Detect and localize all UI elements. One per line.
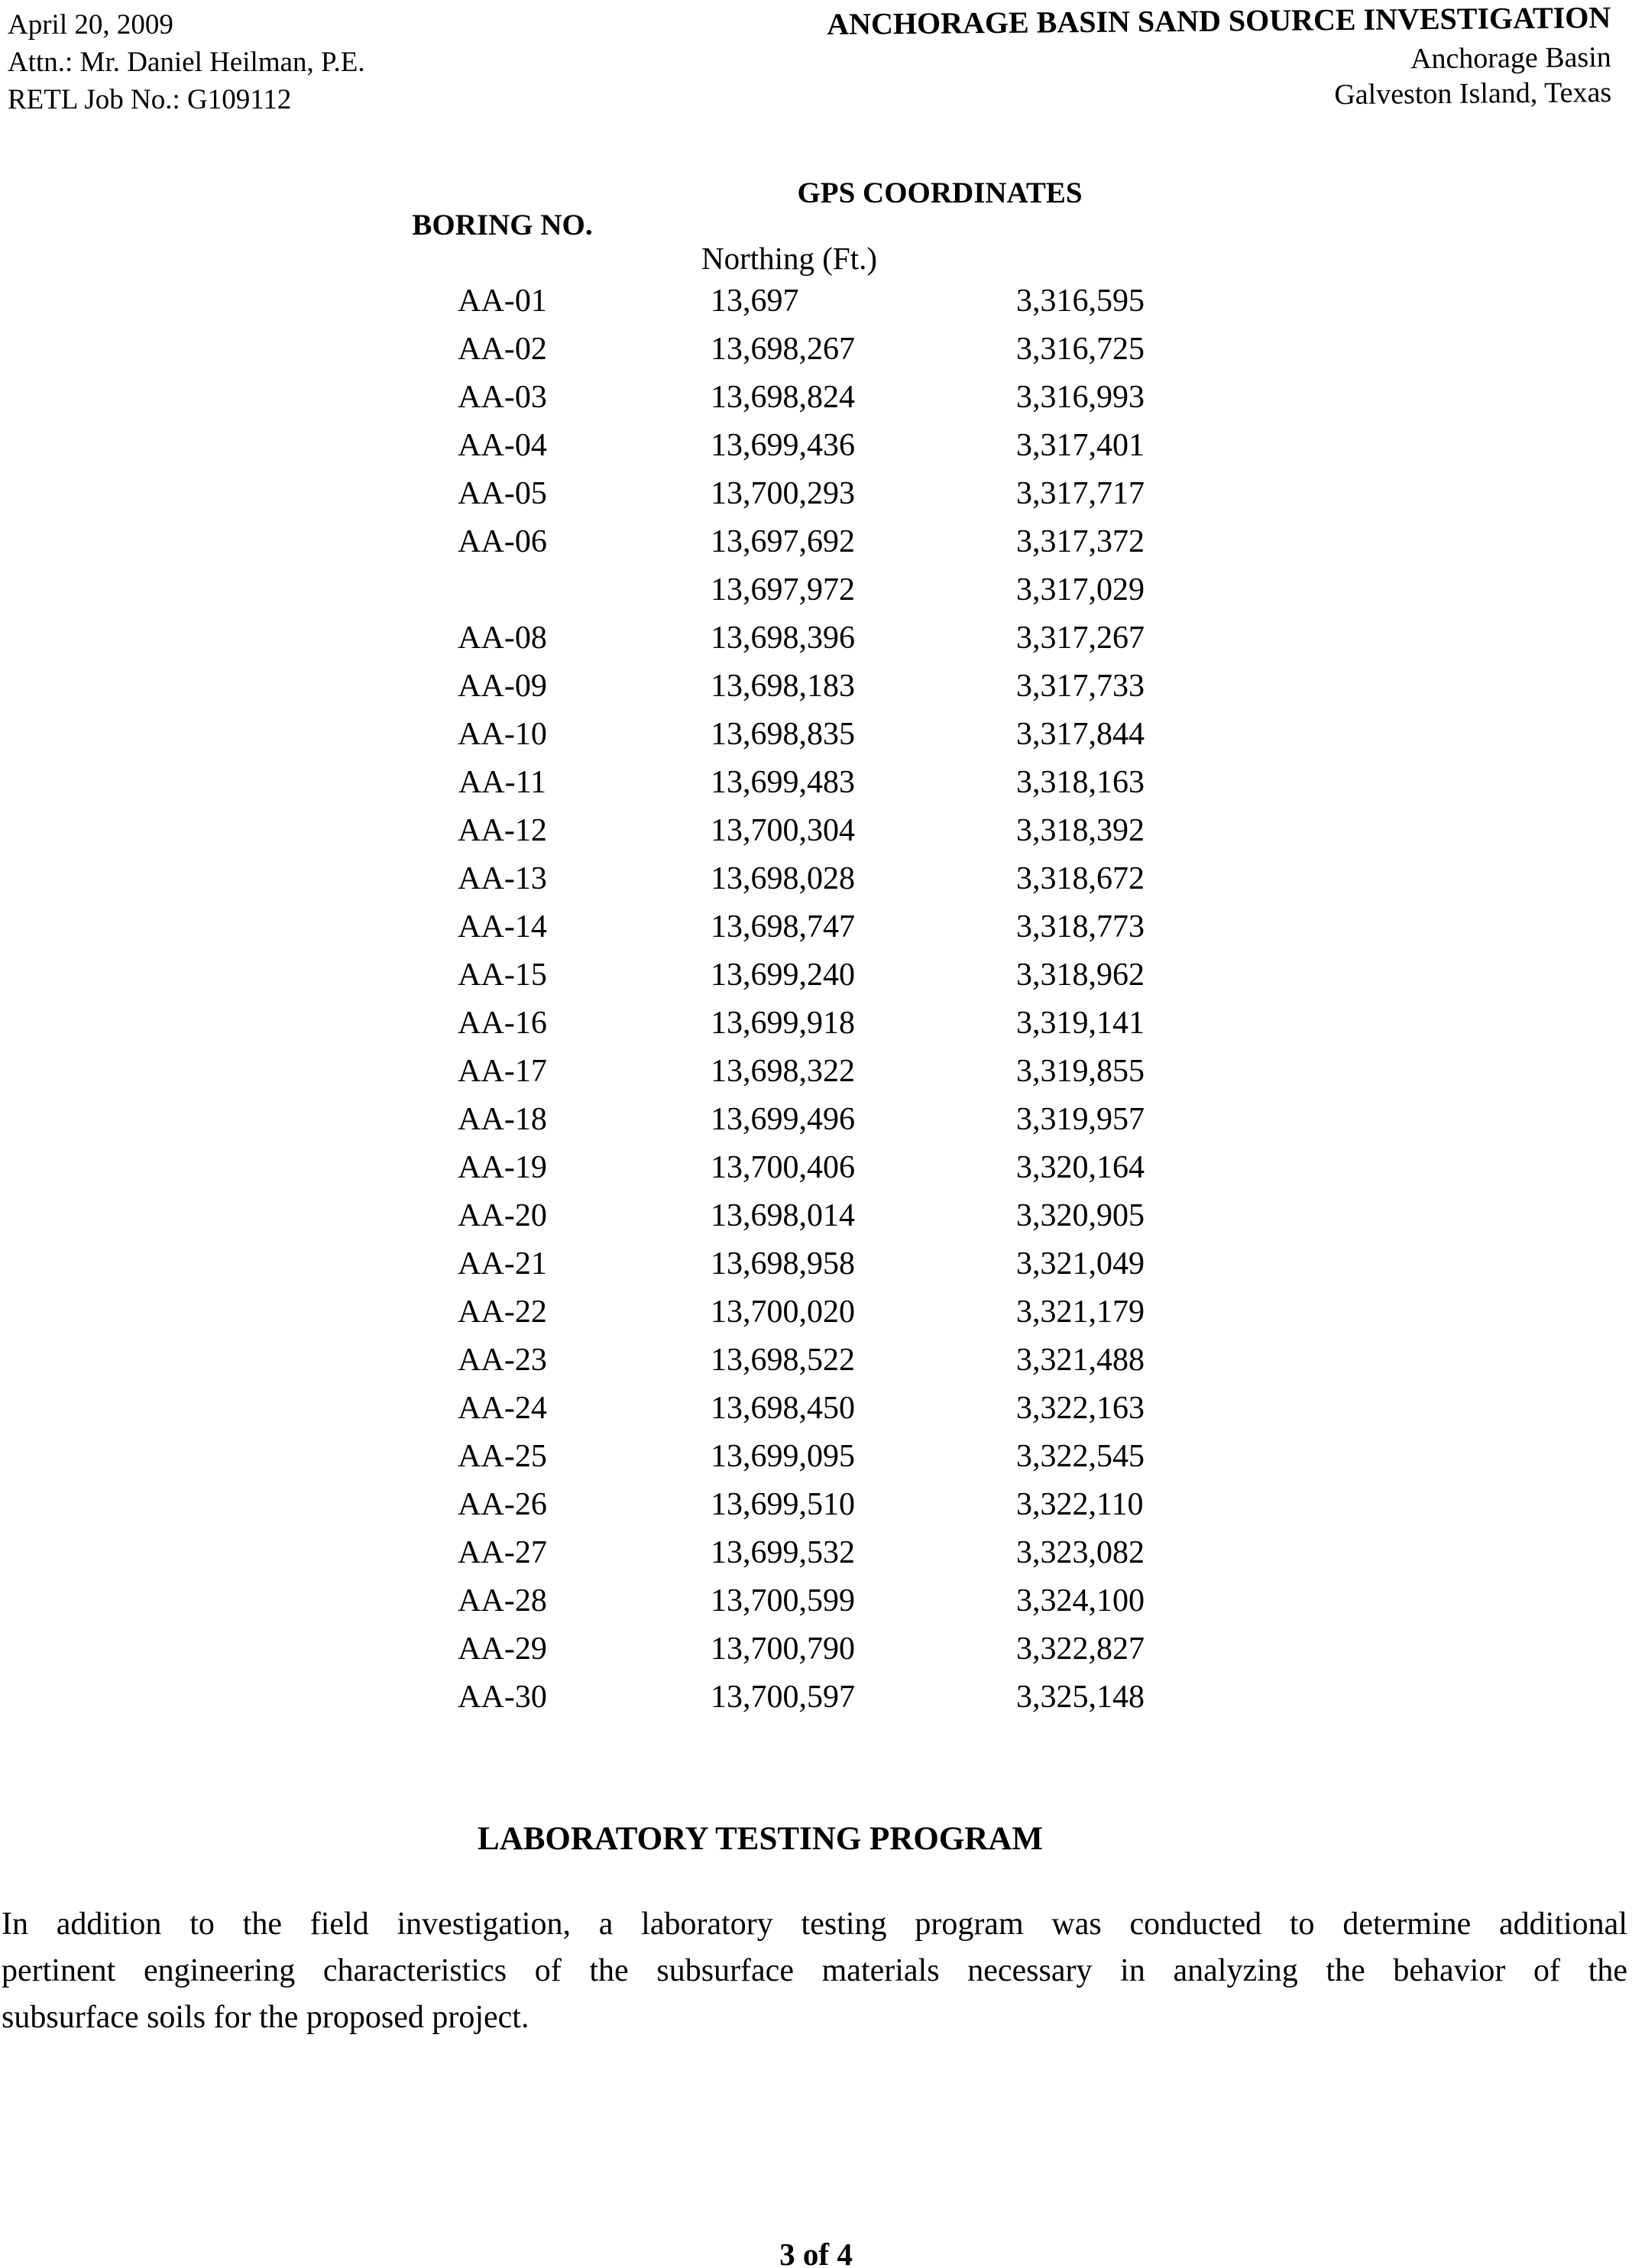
header-left xyxy=(8,6,365,118)
cell-boring-no: AA-13 xyxy=(458,861,547,896)
cell-northing: 13,700,293 xyxy=(711,476,855,511)
cell-easting: 3,325,148 xyxy=(1016,1680,1145,1715)
cell-easting: 3,323,082 xyxy=(1016,1535,1145,1570)
cell-northing: 13,698,322 xyxy=(711,1054,855,1089)
table-row xyxy=(0,1583,1632,1631)
cell-northing: 13,698,835 xyxy=(711,717,855,752)
page-footer: 3 of 4 xyxy=(779,2237,853,2268)
cell-boring-no: AA-30 xyxy=(458,1680,547,1715)
cell-easting: 3,322,110 xyxy=(1016,1487,1144,1522)
cell-boring-no: AA-25 xyxy=(458,1439,547,1474)
cell-northing: 13,698,450 xyxy=(711,1391,855,1426)
cell-boring-no: AA-06 xyxy=(458,524,547,559)
laboratory-testing-paragraph xyxy=(2,1901,1627,2041)
cell-easting: 3,318,773 xyxy=(1016,909,1145,944)
cell-boring-no: AA-27 xyxy=(458,1535,547,1570)
cell-boring-no: AA-02 xyxy=(458,332,547,367)
cell-easting: 3,316,595 xyxy=(1016,284,1145,319)
cell-easting: 3,317,401 xyxy=(1016,428,1145,463)
cell-boring-no: AA-29 xyxy=(458,1631,547,1667)
table-row xyxy=(0,1534,1632,1583)
report-subtitle-basin: Anchorage Basin xyxy=(1410,40,1611,76)
table-row xyxy=(0,572,1632,620)
cell-easting: 3,321,179 xyxy=(1016,1294,1145,1330)
northing-header: Northing (Ft.) xyxy=(701,241,878,276)
cell-easting: 3,319,855 xyxy=(1016,1054,1145,1089)
table-row xyxy=(0,1101,1632,1149)
table-row xyxy=(0,283,1632,331)
cell-northing: 13,698,028 xyxy=(711,861,855,896)
cell-northing: 13,699,483 xyxy=(711,765,855,800)
table-row xyxy=(0,909,1632,957)
table-row xyxy=(0,812,1632,860)
cell-northing: 13,699,918 xyxy=(711,1006,855,1041)
cell-northing: 13,699,436 xyxy=(711,428,855,463)
cell-easting: 3,317,267 xyxy=(1016,620,1145,656)
cell-boring-no: AA-28 xyxy=(458,1583,547,1618)
gps-coordinates-header: GPS COORDINATES xyxy=(797,177,1083,209)
cell-boring-no: AA-19 xyxy=(458,1150,547,1185)
cell-easting: 3,316,993 xyxy=(1016,380,1145,415)
table-row xyxy=(0,1631,1632,1679)
cell-northing: 13,698,183 xyxy=(711,669,855,704)
cell-northing: 13,699,240 xyxy=(711,957,855,993)
cell-boring-no: AA-05 xyxy=(458,476,547,511)
cell-easting: 3,317,372 xyxy=(1016,524,1145,559)
cell-easting: 3,318,672 xyxy=(1016,861,1145,896)
cell-northing: 13,698,267 xyxy=(711,332,855,367)
cell-northing: 13,698,522 xyxy=(711,1343,855,1378)
cell-boring-no: AA-10 xyxy=(458,717,547,752)
cell-northing: 13,700,304 xyxy=(711,813,855,848)
cell-northing: 13,700,020 xyxy=(711,1294,855,1330)
cell-northing: 13,700,790 xyxy=(711,1631,855,1667)
cell-boring-no: AA-12 xyxy=(458,813,547,848)
cell-northing: 13,697 xyxy=(711,284,799,319)
job-number-line: RETL Job No.: G109112 xyxy=(8,84,292,115)
cell-easting: 3,320,905 xyxy=(1016,1198,1145,1233)
boring-no-header: BORING NO. xyxy=(412,209,593,241)
date-line: April 20, 2009 xyxy=(8,9,173,40)
cell-boring-no: AA-11 xyxy=(458,765,547,800)
table-row xyxy=(0,475,1632,523)
report-subtitle-location: Galveston Island, Texas xyxy=(1334,76,1612,112)
cell-boring-no: AA-22 xyxy=(458,1294,547,1330)
table-row xyxy=(0,1053,1632,1101)
table-row xyxy=(0,1197,1632,1246)
cell-boring-no: AA-26 xyxy=(458,1487,547,1522)
cell-northing: 13,700,597 xyxy=(711,1680,855,1715)
table-row xyxy=(0,1294,1632,1342)
cell-easting: 3,318,962 xyxy=(1016,957,1145,993)
report-title: ANCHORAGE BASIN SAND SOURCE INVESTIGATION xyxy=(826,0,1611,41)
cell-boring-no: AA-15 xyxy=(458,957,547,993)
table-row xyxy=(0,764,1632,812)
coordinates-table xyxy=(0,283,1632,1727)
cell-northing: 13,697,972 xyxy=(711,572,855,608)
table-row xyxy=(0,1390,1632,1438)
cell-easting: 3,319,957 xyxy=(1016,1102,1145,1137)
cell-boring-no: AA-01 xyxy=(458,284,547,319)
paragraph-line: In addition to the field investigation, a laboratory testing program was conducted to determine additional xyxy=(2,1907,1627,1942)
cell-boring-no: AA-14 xyxy=(458,909,547,944)
cell-easting: 3,316,725 xyxy=(1016,332,1145,367)
table-row xyxy=(0,1149,1632,1197)
cell-northing: 13,697,692 xyxy=(711,524,855,559)
cell-northing: 13,700,599 xyxy=(711,1583,855,1618)
cell-boring-no: AA-04 xyxy=(458,428,547,463)
cell-boring-no: AA-03 xyxy=(458,380,547,415)
table-row xyxy=(0,331,1632,379)
paragraph-line: pertinent engineering characteristics of the subsurface materials necessary in analyzing the behavior of the xyxy=(2,1953,1627,1988)
cell-boring-no: AA-08 xyxy=(458,620,547,656)
table-row xyxy=(0,1486,1632,1534)
cell-easting: 3,318,163 xyxy=(1016,765,1145,800)
cell-boring-no: AA-20 xyxy=(458,1198,547,1233)
cell-easting: 3,317,717 xyxy=(1016,476,1145,511)
cell-easting: 3,322,827 xyxy=(1016,1631,1145,1667)
table-row xyxy=(0,427,1632,475)
cell-northing: 13,698,747 xyxy=(711,909,855,944)
cell-easting: 3,324,100 xyxy=(1016,1583,1145,1618)
table-row xyxy=(0,1342,1632,1390)
table-row xyxy=(0,957,1632,1005)
cell-northing: 13,698,396 xyxy=(711,620,855,656)
table-row xyxy=(0,860,1632,909)
table-row xyxy=(0,620,1632,668)
cell-easting: 3,320,164 xyxy=(1016,1150,1145,1185)
cell-easting: 3,322,545 xyxy=(1016,1439,1145,1474)
header-right xyxy=(827,0,1611,117)
cell-northing: 13,699,496 xyxy=(711,1102,855,1137)
attn-line: Attn.: Mr. Daniel Heilman, P.E. xyxy=(8,47,365,78)
table-row xyxy=(0,668,1632,716)
cell-boring-no: AA-23 xyxy=(458,1343,547,1378)
cell-boring-no: AA-21 xyxy=(458,1246,547,1281)
cell-northing: 13,698,824 xyxy=(711,380,855,415)
cell-easting: 3,321,049 xyxy=(1016,1246,1145,1281)
cell-northing: 13,700,406 xyxy=(711,1150,855,1185)
cell-northing: 13,699,510 xyxy=(711,1487,855,1522)
table-row xyxy=(0,523,1632,572)
cell-easting: 3,317,029 xyxy=(1016,572,1145,608)
table-row xyxy=(0,1438,1632,1486)
table-row xyxy=(0,716,1632,764)
cell-northing: 13,699,532 xyxy=(711,1535,855,1570)
cell-easting: 3,322,163 xyxy=(1016,1391,1145,1426)
section-heading: LABORATORY TESTING PROGRAM xyxy=(478,1821,1043,1857)
cell-easting: 3,321,488 xyxy=(1016,1343,1145,1378)
cell-boring-no: AA-18 xyxy=(458,1102,547,1137)
cell-boring-no: AA-17 xyxy=(458,1054,547,1089)
table-row xyxy=(0,1246,1632,1294)
cell-easting: 3,317,844 xyxy=(1016,717,1145,752)
table-row xyxy=(0,1005,1632,1053)
cell-boring-no: AA-09 xyxy=(458,669,547,704)
cell-northing: 13,698,014 xyxy=(711,1198,855,1233)
cell-northing: 13,698,958 xyxy=(711,1246,855,1281)
cell-boring-no: AA-24 xyxy=(458,1391,547,1426)
cell-easting: 3,318,392 xyxy=(1016,813,1145,848)
table-row xyxy=(0,1679,1632,1727)
cell-easting: 3,319,141 xyxy=(1016,1006,1145,1041)
table-row xyxy=(0,379,1632,427)
cell-easting: 3,317,733 xyxy=(1016,669,1145,704)
cell-boring-no: AA-16 xyxy=(458,1006,547,1041)
paragraph-line: subsurface soils for the proposed project. xyxy=(2,2000,529,2035)
cell-northing: 13,699,095 xyxy=(711,1439,855,1474)
